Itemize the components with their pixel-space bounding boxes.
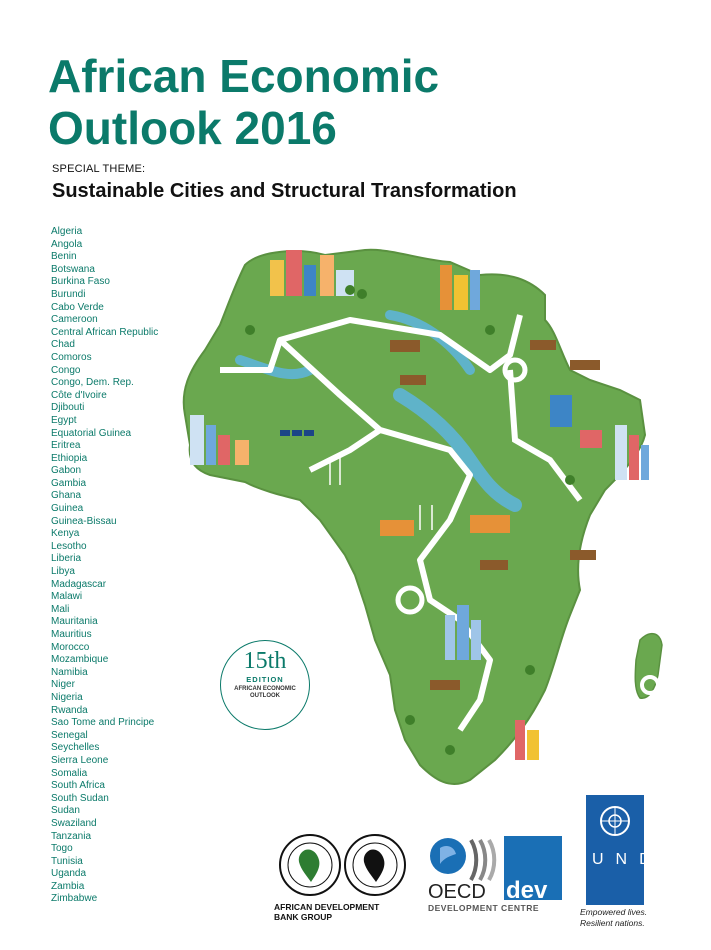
country-item: Zambia [51,880,85,892]
undp-logo [586,795,686,905]
country-item: South Sudan [51,792,109,804]
country-item: Uganda [51,868,87,880]
country-item: Chad [51,339,75,351]
country-item: Mauritania [51,616,98,628]
oecd-logo-icon [426,832,564,902]
afdb-logo-icon [275,830,415,900]
country-item: Botswana [51,263,95,275]
country-item: Algeria [51,226,83,237]
country-item: Tunisia [51,855,83,867]
africa-map-icon [150,220,695,810]
country-item: Gambia [51,477,87,489]
country-item: Djibouti [51,402,85,414]
afdb-name [274,902,379,922]
country-item: Malawi [51,591,83,603]
country-item: Sierra Leone [51,754,109,766]
edition-subtitle: AFRICAN ECONOMIC OUTLOOK [234,686,296,699]
dev-wordmark: dev [506,877,548,902]
country-item: Mali [51,603,70,615]
country-item: Kenya [51,528,80,540]
africa-map-illustration [150,220,695,810]
country-item: Liberia [51,553,82,565]
country-item: Rwanda [51,704,88,716]
country-item: Guinea [51,503,84,515]
country-item: Niger [51,679,75,691]
country-item: Eritrea [51,440,81,452]
country-item: Ghana [51,490,82,502]
title-line-2: Outlook 2016 [48,102,337,154]
oecd-caption: DEVELOPMENT CENTRE [428,903,540,913]
undp-tagline-1: Empowered lives. [580,907,648,917]
country-item: Seychelles [51,742,100,754]
edition-number: 15th [243,648,287,674]
undp-tagline [580,907,647,929]
country-item: Benin [51,251,77,263]
report-title [48,50,439,154]
afdb-line-1: AFRICAN DEVELOPMENT [274,902,380,912]
country-item: Egypt [51,414,77,426]
country-item: Morocco [51,641,90,653]
oecd-wordmark: OECD [428,881,486,902]
title-line-1: African Economic [48,50,440,102]
country-item: Burkina Faso [51,276,110,288]
country-item: Lesotho [51,540,87,552]
afdb-line-2: BANK GROUP [274,912,333,922]
country-item: Cameroon [51,314,98,326]
edition-badge [220,640,310,730]
country-item: Somalia [51,767,88,779]
undp-tagline-2: Resilient nations. [580,918,645,928]
country-item: Senegal [51,729,88,741]
un-emblem-icon [586,795,644,845]
country-item: Côte d'Ivoire [51,389,107,401]
country-item: Cabo Verde [51,301,104,313]
country-item: Swaziland [51,817,97,829]
country-item: Togo [51,843,73,855]
country-item: South Africa [51,780,105,792]
country-item: Mozambique [51,654,109,666]
edition-label: EDITION [246,675,284,684]
undp-letters: UNDP [592,851,686,868]
country-item: Angola [51,238,83,250]
country-item: Ethiopia [51,452,88,464]
special-theme-label: SPECIAL THEME: [52,163,146,175]
country-item: Libya [51,566,75,578]
country-item: Sao Tome and Principe [51,717,155,729]
country-item: Madagascar [51,578,107,590]
country-item: Congo [51,364,81,376]
country-item: Equatorial Guinea [51,427,132,439]
country-item: Namibia [51,666,88,678]
country-item: Mauritius [51,629,92,640]
country-item: Gabon [51,465,82,477]
country-item: Sudan [51,805,80,817]
country-item: Tanzania [51,830,92,842]
country-item: Guinea-Bissau [51,515,117,527]
country-item: Comoros [51,351,92,363]
country-item: Congo, Dem. Rep. [51,377,134,389]
country-item: Burundi [51,288,86,300]
country-item: Zimbabwe [51,893,98,905]
country-list [51,226,158,906]
country-item: Central African Republic [51,326,159,338]
special-theme-title: Sustainable Cities and Structural Transformation [52,180,517,202]
country-item: Nigeria [51,691,83,703]
